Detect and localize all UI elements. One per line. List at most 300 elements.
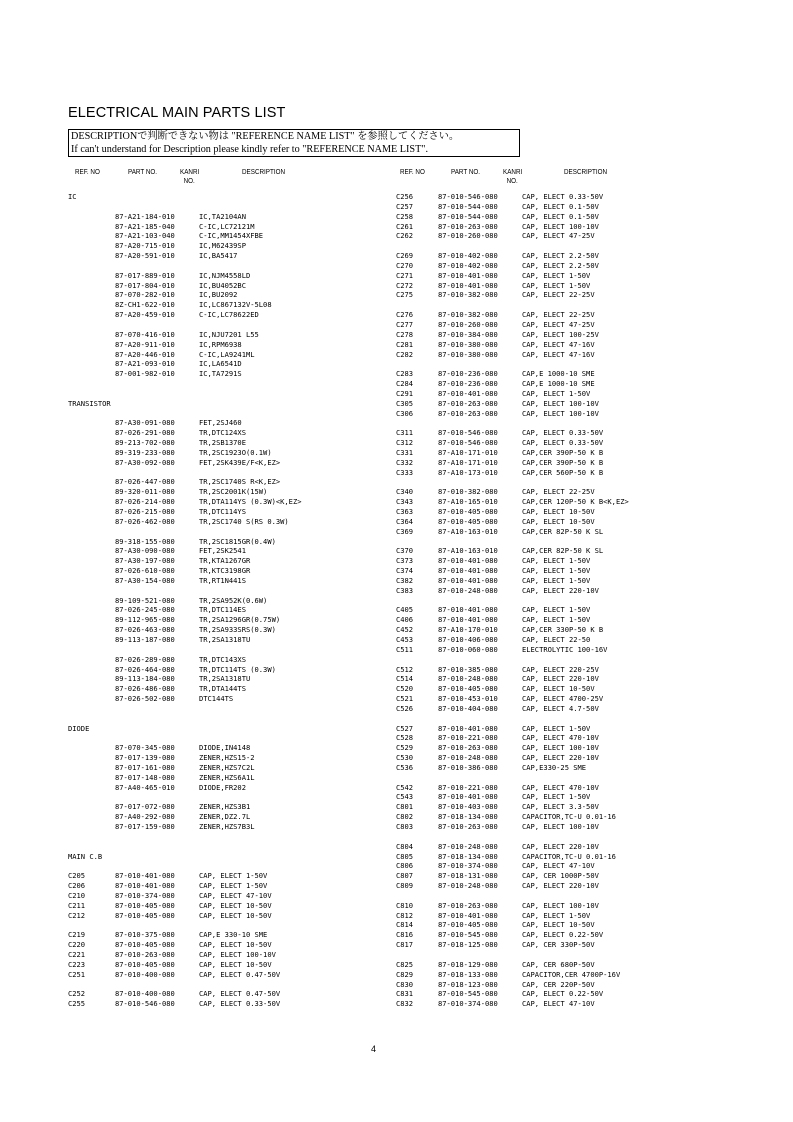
part-no: 87-010-374-080 — [115, 890, 175, 900]
part-no: 87-026-245-080 — [115, 605, 175, 615]
parts-row — [396, 704, 726, 714]
part-no: 87-010-260-080 — [438, 231, 498, 241]
page-title: ELECTRICAL MAIN PARTS LIST — [68, 105, 286, 121]
ref-no: C814 — [396, 920, 414, 930]
parts-row — [68, 733, 398, 743]
description: TR,DTC124XS — [199, 428, 246, 438]
ref-no: C373 — [396, 556, 414, 566]
description: TR,2SC1815GR(0.4W) — [199, 536, 276, 546]
part-no: 87-010-546-080 — [438, 428, 498, 438]
parts-row — [68, 743, 398, 753]
part-no: 87-010-546-080 — [115, 999, 175, 1009]
ref-no: C363 — [396, 507, 414, 516]
parts-row — [68, 576, 398, 586]
ref-no: C536 — [396, 762, 414, 772]
left-header-kanri — [180, 168, 199, 186]
right-header-kanri-line1: KANRI — [503, 169, 523, 176]
description: CAP, ELECT 10-50V — [199, 910, 272, 920]
part-no: 87-010-405-080 — [438, 507, 498, 516]
part-no: 87-010-405-080 — [115, 900, 175, 910]
parts-row — [68, 655, 398, 665]
part-no: 87-010-263-080 — [438, 408, 498, 418]
right-header-part: PART NO. — [451, 169, 481, 176]
part-no: 8Z-CH1-622-010 — [115, 300, 175, 310]
part-no: 87-010-405-080 — [438, 684, 498, 694]
ref-no: C282 — [396, 349, 414, 359]
parts-row — [68, 911, 398, 921]
parts-row — [396, 458, 726, 468]
description: DIODE,FR202 — [199, 782, 246, 792]
description: CAP, ELECT 220-10V — [522, 881, 599, 891]
parts-row — [396, 694, 726, 704]
description: IC,BU4052BC — [199, 280, 246, 290]
part-no: 87-A20-459-010 — [115, 310, 175, 320]
part-no: 87-017-159-080 — [115, 822, 175, 831]
parts-row — [68, 468, 398, 478]
ref-no: C803 — [396, 822, 414, 831]
parts-row — [68, 940, 398, 950]
part-no: 87-010-401-080 — [438, 270, 498, 280]
ref-no: C382 — [396, 575, 414, 585]
parts-row — [68, 517, 398, 527]
ref-no: C331 — [396, 447, 414, 457]
ref-no: C276 — [396, 310, 414, 320]
part-no: 87-010-406-080 — [438, 634, 498, 644]
part-no: 87-010-236-080 — [438, 369, 498, 379]
description: TR,2SA1318TU — [199, 674, 251, 684]
parts-row — [396, 300, 726, 310]
ref-no: IC — [68, 192, 77, 201]
part-no: 87-010-546-080 — [438, 438, 498, 448]
parts-row — [68, 802, 398, 812]
parts-row — [68, 271, 398, 281]
parts-row — [396, 763, 726, 773]
ref-no: C283 — [396, 369, 414, 379]
description: CAP, ELECT 47-10V — [522, 861, 595, 871]
part-no: 89-213-702-080 — [115, 438, 175, 448]
ref-no: C526 — [396, 703, 414, 713]
description: CAP, ELECT 470-10V — [522, 733, 599, 743]
ref-no: C271 — [396, 270, 414, 280]
part-no: 87-018-129-080 — [438, 959, 498, 969]
part-no: 87-010-263-080 — [438, 822, 498, 831]
ref-no: C802 — [396, 812, 414, 822]
parts-row — [396, 517, 726, 527]
part-no: 87-010-546-080 — [438, 192, 498, 201]
part-no: 87-010-374-080 — [438, 999, 498, 1009]
description: CAP, ELECT 470-10V — [522, 782, 599, 792]
parts-row — [68, 241, 398, 251]
parts-row — [68, 389, 398, 399]
part-no: 87-010-382-080 — [438, 310, 498, 320]
parts-row — [396, 507, 726, 517]
description: TR,RT1N441S — [199, 575, 246, 585]
description: CAP, ELECT 0.47-50V — [199, 969, 281, 979]
ref-no: C258 — [396, 211, 414, 221]
part-no: 87-010-545-080 — [438, 989, 498, 999]
parts-row — [396, 487, 726, 497]
reference-note-box — [68, 129, 520, 157]
parts-row — [396, 468, 726, 478]
parts-row — [396, 271, 726, 281]
parts-row — [396, 615, 726, 625]
part-no: 87-010-405-080 — [438, 920, 498, 930]
part-no: 87-010-248-080 — [438, 585, 498, 595]
description: IC,NJM4558LD — [199, 270, 251, 280]
ref-no: C801 — [396, 802, 414, 812]
page-number: 4 — [371, 1044, 377, 1054]
description: CAP, ELECT 10-50V — [199, 940, 272, 950]
ref-no: C405 — [396, 605, 414, 615]
ref-no: C831 — [396, 989, 414, 999]
part-no: 87-A30-197-080 — [115, 556, 175, 566]
ref-no: C521 — [396, 694, 414, 704]
description: CAP, ELECT 47-10V — [522, 999, 595, 1009]
parts-row — [396, 477, 726, 487]
parts-row — [396, 861, 726, 871]
parts-row — [68, 842, 398, 852]
part-no: 87-010-401-080 — [438, 388, 498, 398]
parts-row — [396, 645, 726, 655]
part-no: 87-010-248-080 — [438, 881, 498, 891]
part-no: 87-010-374-080 — [438, 861, 498, 871]
parts-row — [68, 310, 398, 320]
parts-row — [68, 871, 398, 881]
description: CAP, ELECT 220-10V — [522, 585, 599, 595]
right-header-ref: REF. NO — [400, 169, 425, 176]
description: CAP, ELECT 0.47-50V — [199, 989, 281, 999]
part-no: 87-010-375-080 — [115, 930, 175, 940]
description: CAPACITOR,TC-U 0.01-16 — [522, 812, 616, 822]
parts-row — [396, 920, 726, 930]
description: IC,LA6541D — [199, 359, 242, 369]
ref-no: C269 — [396, 251, 414, 261]
part-no: 87-010-382-080 — [438, 487, 498, 497]
ref-no: C812 — [396, 910, 414, 920]
parts-row — [396, 428, 726, 438]
description: CAP, ELECT 10-50V — [199, 900, 272, 910]
description: IC,TA2104AN — [199, 211, 246, 221]
part-no: 87-A30-092-080 — [115, 457, 175, 467]
parts-row — [68, 566, 398, 576]
description: CAP, ELECT 1-50V — [522, 575, 591, 585]
description: CAP, ELECT 1-50V — [522, 388, 591, 398]
ref-no: C284 — [396, 379, 414, 389]
part-no: 87-026-464-080 — [115, 664, 175, 674]
description: CAP, ELECT 47-16V — [522, 349, 595, 359]
ref-no: C543 — [396, 792, 414, 802]
ref-no: C527 — [396, 723, 414, 733]
part-no: 87-017-889-010 — [115, 270, 175, 280]
ref-no: C453 — [396, 634, 414, 644]
description: IC,BA5417 — [199, 251, 238, 261]
part-no: 87-010-382-080 — [438, 290, 498, 300]
description: CAP, CER 220P-50V — [522, 979, 595, 989]
description: ZENER,DZ2.7L — [199, 812, 251, 822]
part-no: 87-A10-165-010 — [438, 497, 498, 507]
parts-row — [396, 733, 726, 743]
left-header-description: DESCRIPTION — [242, 169, 286, 176]
description: CAP, ELECT 47-25V — [522, 319, 595, 329]
part-no: 87-A30-091-080 — [115, 418, 175, 428]
description: TR,2SC2001K(15W) — [199, 487, 268, 497]
description: C-IC,LA9241ML — [199, 349, 255, 359]
parts-row — [68, 704, 398, 714]
description: IC,M62439SP — [199, 241, 246, 251]
parts-row — [68, 428, 398, 438]
ref-no: C272 — [396, 280, 414, 290]
part-no: 87-026-462-080 — [115, 516, 175, 526]
part-no: 89-109-521-080 — [115, 595, 175, 605]
description: CAP, ELECT 10-50V — [522, 516, 595, 526]
ref-no: C211 — [68, 900, 86, 910]
part-no: 87-010-221-080 — [438, 733, 498, 743]
parts-row — [396, 665, 726, 675]
parts-row — [396, 655, 726, 665]
part-no: 87-010-401-080 — [115, 881, 175, 891]
right-header-kanri-line2: NO. — [506, 178, 518, 185]
parts-row — [68, 635, 398, 645]
parts-row — [68, 586, 398, 596]
ref-no: C512 — [396, 664, 414, 674]
parts-row — [396, 389, 726, 399]
description: TR,DTA144TS — [199, 684, 246, 694]
description: TR,2SA1318TU — [199, 634, 251, 644]
part-no: 87-018-123-080 — [438, 979, 498, 989]
parts-row — [68, 822, 398, 832]
parts-row — [68, 674, 398, 684]
parts-row — [68, 231, 398, 241]
description: C-IC,MM1454XFBE — [199, 231, 264, 241]
part-no: 87-010-386-080 — [438, 762, 498, 772]
part-no: 87-010-405-080 — [438, 516, 498, 526]
description: FET,2SK2541 — [199, 546, 246, 556]
ref-no: C810 — [396, 900, 414, 910]
part-no: 87-A10-171-010 — [438, 447, 498, 457]
description: ZENER,HZS7B3L — [199, 822, 255, 831]
ref-no: C804 — [396, 841, 414, 851]
part-no: 87-A20-591-010 — [115, 251, 175, 261]
parts-row — [68, 537, 398, 547]
parts-row — [68, 881, 398, 891]
parts-row — [396, 409, 726, 419]
part-no: 87-A10-171-010 — [438, 457, 498, 467]
parts-row — [396, 359, 726, 369]
part-no: 87-A40-465-010 — [115, 782, 175, 792]
description: CAP, ELECT 0.1-50V — [522, 211, 599, 221]
parts-row — [396, 822, 726, 832]
parts-row — [396, 842, 726, 852]
parts-row — [68, 192, 398, 202]
parts-row — [68, 773, 398, 783]
part-no: 87-010-384-080 — [438, 329, 498, 339]
ref-no: C383 — [396, 585, 414, 595]
description: CAP, ELECT 1-50V — [522, 605, 591, 615]
description: CAP, ELECT 47-25V — [522, 231, 595, 241]
part-no: 87-010-385-080 — [438, 664, 498, 674]
description: ZENER,HZS6A1L — [199, 772, 255, 782]
part-no: 87-010-248-080 — [438, 841, 498, 851]
ref-no: C255 — [68, 999, 86, 1009]
ref-no: C805 — [396, 851, 414, 861]
parts-row — [396, 566, 726, 576]
description: IC,TA7291S — [199, 369, 242, 379]
ref-no: C809 — [396, 881, 414, 891]
parts-row — [68, 684, 398, 694]
part-no: 87-010-401-080 — [115, 871, 175, 881]
parts-row — [396, 871, 726, 881]
parts-row — [68, 379, 398, 389]
part-no: 87-026-289-080 — [115, 654, 175, 664]
ref-no: C210 — [68, 890, 86, 900]
parts-row — [396, 674, 726, 684]
parts-row — [396, 438, 726, 448]
part-no: 87-010-401-080 — [438, 575, 498, 585]
description: CAP, ELECT 100-10V — [522, 743, 599, 753]
ref-no: C406 — [396, 615, 414, 625]
parts-row — [396, 802, 726, 812]
parts-row — [396, 714, 726, 724]
description: IC,NJU7201 L55 — [199, 329, 259, 339]
parts-row — [68, 477, 398, 487]
parts-row — [68, 222, 398, 232]
parts-row — [396, 684, 726, 694]
parts-row — [396, 379, 726, 389]
parts-row — [396, 596, 726, 606]
parts-row — [396, 724, 726, 734]
ref-no: C520 — [396, 684, 414, 694]
description: CAP, ELECT 1-50V — [199, 881, 268, 891]
left-header-kanri-line1: KANRI — [180, 169, 200, 176]
description: CAP, ELECT 1-50V — [522, 556, 591, 566]
description: CAP, ELECT 1-50V — [522, 270, 591, 280]
parts-row — [396, 497, 726, 507]
description: CAP, ELECT 100-10V — [199, 949, 276, 959]
part-no: 87-010-236-080 — [438, 379, 498, 389]
parts-row — [396, 832, 726, 842]
ref-no: C529 — [396, 743, 414, 753]
parts-row — [68, 261, 398, 271]
part-no: 87-010-544-080 — [438, 201, 498, 211]
ref-no: C370 — [396, 546, 414, 556]
part-no: 87-018-125-080 — [438, 940, 498, 950]
description: IC,RPM6938 — [199, 339, 242, 349]
parts-row — [68, 999, 398, 1009]
description: TR,DTC114TS (0.3W) — [199, 664, 276, 674]
parts-row — [68, 792, 398, 802]
parts-row — [396, 911, 726, 921]
ref-no: C511 — [396, 644, 414, 654]
ref-no: C514 — [396, 674, 414, 684]
ref-no: C278 — [396, 329, 414, 339]
ref-no: C257 — [396, 201, 414, 211]
part-no: 87-010-404-080 — [438, 703, 498, 713]
ref-no: DIODE — [68, 723, 90, 733]
parts-row — [68, 350, 398, 360]
part-no: 87-017-161-080 — [115, 762, 175, 772]
ref-no: C333 — [396, 467, 414, 477]
parts-row — [68, 891, 398, 901]
parts-row — [396, 369, 726, 379]
parts-row — [68, 970, 398, 980]
description: TR,KTA1267GR — [199, 556, 251, 566]
part-no: 87-018-133-080 — [438, 969, 498, 979]
ref-no: C452 — [396, 625, 414, 635]
parts-row — [68, 665, 398, 675]
parts-row — [68, 645, 398, 655]
parts-row — [68, 861, 398, 871]
part-no: 89-319-233-080 — [115, 447, 175, 457]
part-no: 87-017-072-080 — [115, 802, 175, 812]
parts-row — [68, 448, 398, 458]
part-no: 87-010-248-080 — [438, 753, 498, 763]
part-no: 87-A10-163-010 — [438, 526, 498, 536]
parts-row — [68, 359, 398, 369]
description: CAP,CER 82P-50 K SL — [522, 526, 604, 536]
ref-no: C374 — [396, 566, 414, 576]
description: CAP, ELECT 0.33-50V — [522, 438, 604, 448]
parts-row — [396, 783, 726, 793]
description: CAP, ELECT 0.22-50V — [522, 930, 604, 940]
description: CAP, ELECT 3.3-50V — [522, 802, 599, 812]
description: ZENER,HZS15-2 — [199, 753, 255, 763]
part-no: 87-010-400-080 — [115, 969, 175, 979]
part-no: 87-001-982-010 — [115, 369, 175, 379]
parts-row — [68, 989, 398, 999]
parts-row — [396, 448, 726, 458]
parts-row — [68, 714, 398, 724]
parts-row — [396, 310, 726, 320]
part-no: 87-026-215-080 — [115, 507, 175, 516]
ref-no: C830 — [396, 979, 414, 989]
description: ZENER,HZS3B1 — [199, 802, 251, 812]
part-no: 87-018-131-080 — [438, 871, 498, 881]
description: CAPACITOR,TC-U 0.01-16 — [522, 851, 616, 861]
parts-row — [396, 753, 726, 763]
ref-no: C251 — [68, 969, 86, 979]
parts-row — [68, 300, 398, 310]
parts-row — [68, 615, 398, 625]
parts-row — [396, 773, 726, 783]
description: TR,2SA933SRS(0.3W) — [199, 625, 276, 635]
right-parts-column — [396, 192, 726, 1009]
parts-row — [396, 812, 726, 822]
description: CAP,CER 390P-50 K B — [522, 457, 604, 467]
description: TR,DTC114ES — [199, 605, 246, 615]
ref-no: C343 — [396, 497, 414, 507]
ref-no: C212 — [68, 910, 86, 920]
part-no: 87-A10-170-010 — [438, 625, 498, 635]
part-no: 87-010-263-080 — [438, 221, 498, 231]
description: DIODE,IN4148 — [199, 743, 251, 753]
part-no: 87-026-214-080 — [115, 497, 175, 507]
part-no: 89-113-187-080 — [115, 634, 175, 644]
ref-no: C340 — [396, 487, 414, 497]
part-no: 87-010-401-080 — [438, 723, 498, 733]
ref-no: C364 — [396, 516, 414, 526]
ref-no: C281 — [396, 339, 414, 349]
description: ELECTROLYTIC 100-16V — [522, 644, 608, 654]
ref-no: C277 — [396, 319, 414, 329]
description: CAP, ELECT 4700-25V — [522, 694, 604, 704]
description: CAP, ELECT 220-25V — [522, 664, 599, 674]
parts-row — [396, 261, 726, 271]
description: CAP, ELECT 220-10V — [522, 753, 599, 763]
part-no: 87-010-263-080 — [438, 900, 498, 910]
part-no: 87-018-134-080 — [438, 812, 498, 822]
part-no: 87-010-401-080 — [438, 792, 498, 802]
description: CAP, ELECT 1-50V — [522, 792, 591, 802]
